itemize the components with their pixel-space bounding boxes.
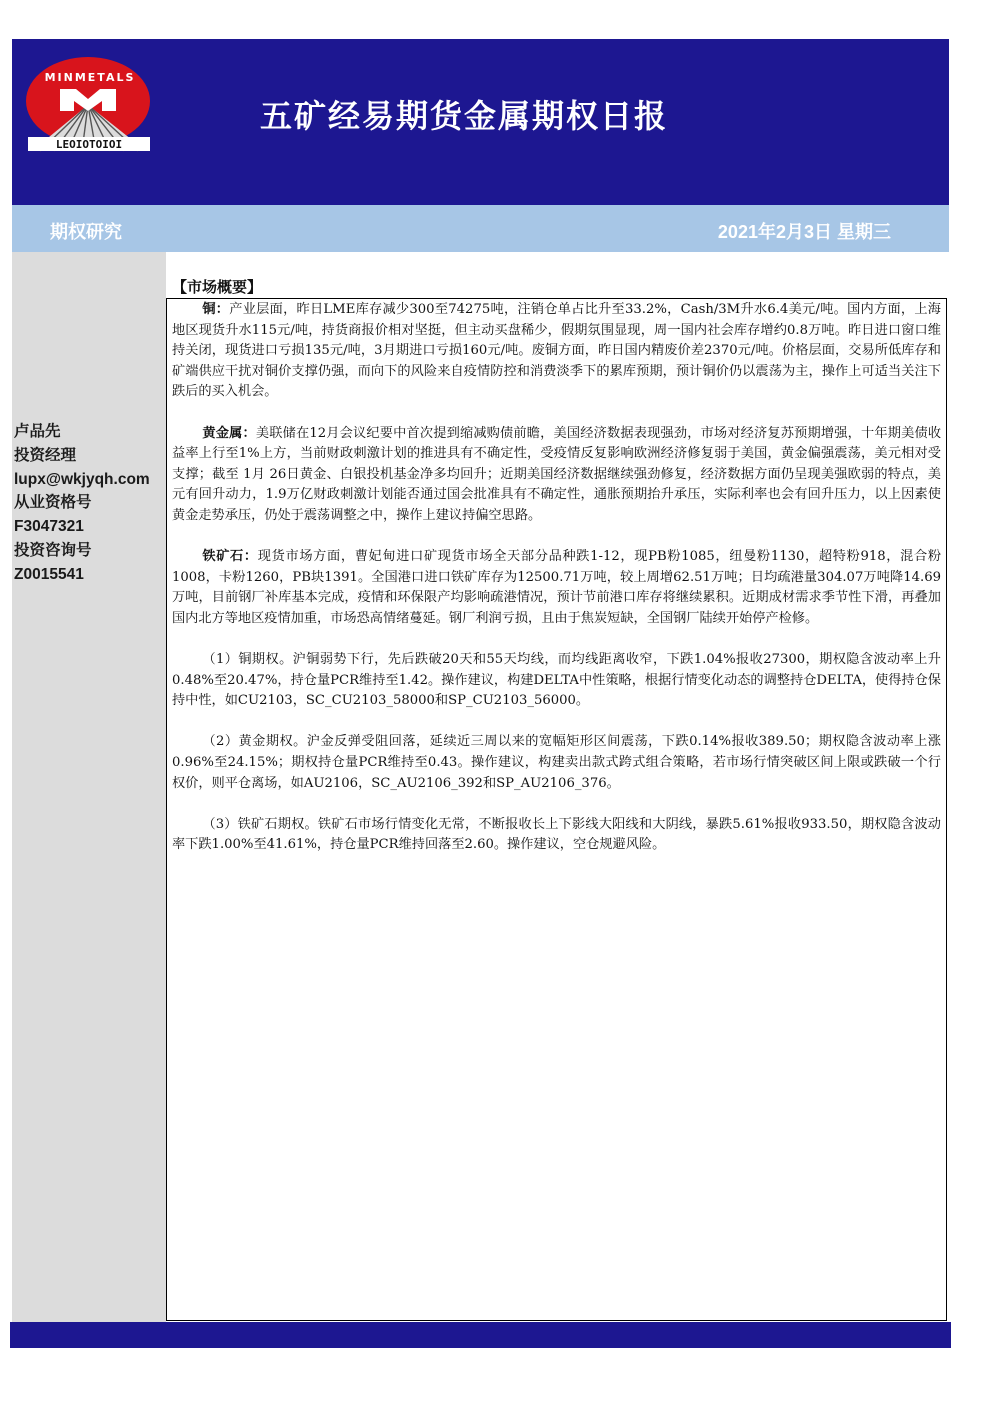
market-overview-heading: 【市场概要】 (172, 278, 263, 296)
market-overview-text (172, 300, 941, 856)
iron-ore-text: 现货市场方面，曹妃甸进口矿现货市场全天部分品种跌1-12，现PB粉1085，纽曼粉1130，超特粉918，混合粉1008，卡粉1260，PB块1391。全国港口进口铁矿库存为12500.71万吨，较上周增62.51万吨；日均疏港量304.07万吨降14.69万吨，目前钢厂补库基本完成，疫情和环保限产均影响疏港情况，预计节前港口库存将继续累积。近期成材需求季节性下滑，再叠加国内北方等地区疫情加重，市场恐高情绪蔓延。钢厂利润亏损，且由于焦炭短缺，全国钢厂陆续开始停产检修。 (172, 549, 942, 626)
qualification-label: 从业资格号 (14, 494, 92, 512)
header-banner (12, 39, 949, 205)
svg-text:MINMETALS: MINMETALS (44, 71, 136, 84)
consult-number: Z0015541 (14, 565, 84, 583)
analyst-info (14, 420, 150, 587)
analyst-role: 投资经理 (14, 446, 77, 464)
gold-label: 黄金属： (202, 425, 256, 441)
gold-paragraph (172, 424, 941, 527)
report-date: 2021年2月3日 星期三 (717, 222, 891, 242)
footer-bar (10, 1322, 951, 1348)
iron-ore-label: 铁矿石： (202, 549, 258, 565)
section-name: 期权研究 (50, 222, 122, 242)
gold-text: 美联储在12月会议纪要中首次提到缩减购债前瞻，美国经济数据表现强劲，市场对经济复苏预期增强，十年期美债收益率上行至1%上方，当前财政刺激计划的推进具有不确定性，受疫情反复影响欧洲经济修复弱于美国，黄金偏强震荡，美元相对受支撑；截至 1月 26日黄金、白银投机基金净多均回升；近期美国经济数据继续强劲修复，经济数据方面仍呈现美强欧弱的特点，美元有回升动力，1.9万亿财政刺激计划能否通过国会批准具有不确定性，通胀预期抬升承压，实际利率也会有回升压力，以上因素使黄金走势承压，仍处于震荡调整之中，操作上建议持偏空思路。 (172, 425, 942, 523)
copper-text: 产业层面，昨日LME库存减少300至74275吨，注销仓单占比升至33.2%，Cash/3M升水6.4美元/吨。国内方面，上海地区现货升水115元/吨，持货商报价相对坚挺，但主动买盘稀少，假期氛围显现，周一国内社会库存增约0.8万吨。昨日进口窗口维持关闭，现货进口亏损135元/吨，3月期进口亏损160元/吨。废铜方面，昨日国内精废价差2370元/吨。价格层面，交易所低库存和矿端供应干扰对铜价支撑仍强，而向下的风险来自疫情防控和消费淡季下的累库预期，预计铜价仍以震荡为主，操作上可适当关注下跌后的买入机会。 (172, 302, 941, 400)
market-overview-box (166, 298, 947, 1321)
iron-ore-paragraph (172, 547, 941, 629)
section-bar (12, 205, 949, 252)
qualification-number: F3047321 (14, 518, 84, 536)
company-logo (26, 53, 154, 153)
copper-option-paragraph: （1）铜期权。沪铜弱势下行，先后跌破20天和55天均线，而均线距离收窄，下跌1.04%报收27300，期权隐含波动率上升0.48%至20.47%，持仓量PCR维持至1.42。操作建议，构建DELTA中性策略，根据行情变化动态的调整持仓DELTA，使得持仓保持中性，如CU2103，SC_CU2103_58000和SP_CU2103_56000。 (172, 652, 941, 709)
iron-ore-option-paragraph: （3）铁矿石期权。铁矿石市场行情变化无常，不断报收长上下影线大阳线和大阴线，暴跌5.61%报收933.50，期权隐含波动率下跌1.00%至41.61%，持仓量PCR维持回落至2.60。操作建议，空仓规避风险。 (172, 816, 941, 853)
analyst-name: 卢品先 (14, 423, 61, 440)
svg-text:LEOIOTOIOI: LEOIOTOIOI (55, 138, 123, 151)
copper-label: 铜： (202, 302, 230, 317)
analyst-email[interactable]: lupx@wkjyqh.com (14, 470, 150, 488)
gold-option-paragraph: （2）黄金期权。沪金反弹受阻回落，延续近三周以来的宽幅矩形区间震荡，下跌0.14%报收389.50；期权隐含波动率上涨0.96%至24.15%；期权持仓量PCR维持至0.43。操作建议，构建卖出款式跨式组合策略，若市场行情突破区间上限或跌破一个行权价，则平仓离场，如AU2106，SC_AU2106_392和SP_AU2106_376。 (172, 734, 941, 791)
report-title: 五矿经易期货金属期权日报 (260, 97, 669, 135)
analyst-sidebar (12, 252, 166, 1322)
copper-paragraph (172, 300, 941, 403)
consult-label: 投资咨询号 (14, 541, 92, 559)
